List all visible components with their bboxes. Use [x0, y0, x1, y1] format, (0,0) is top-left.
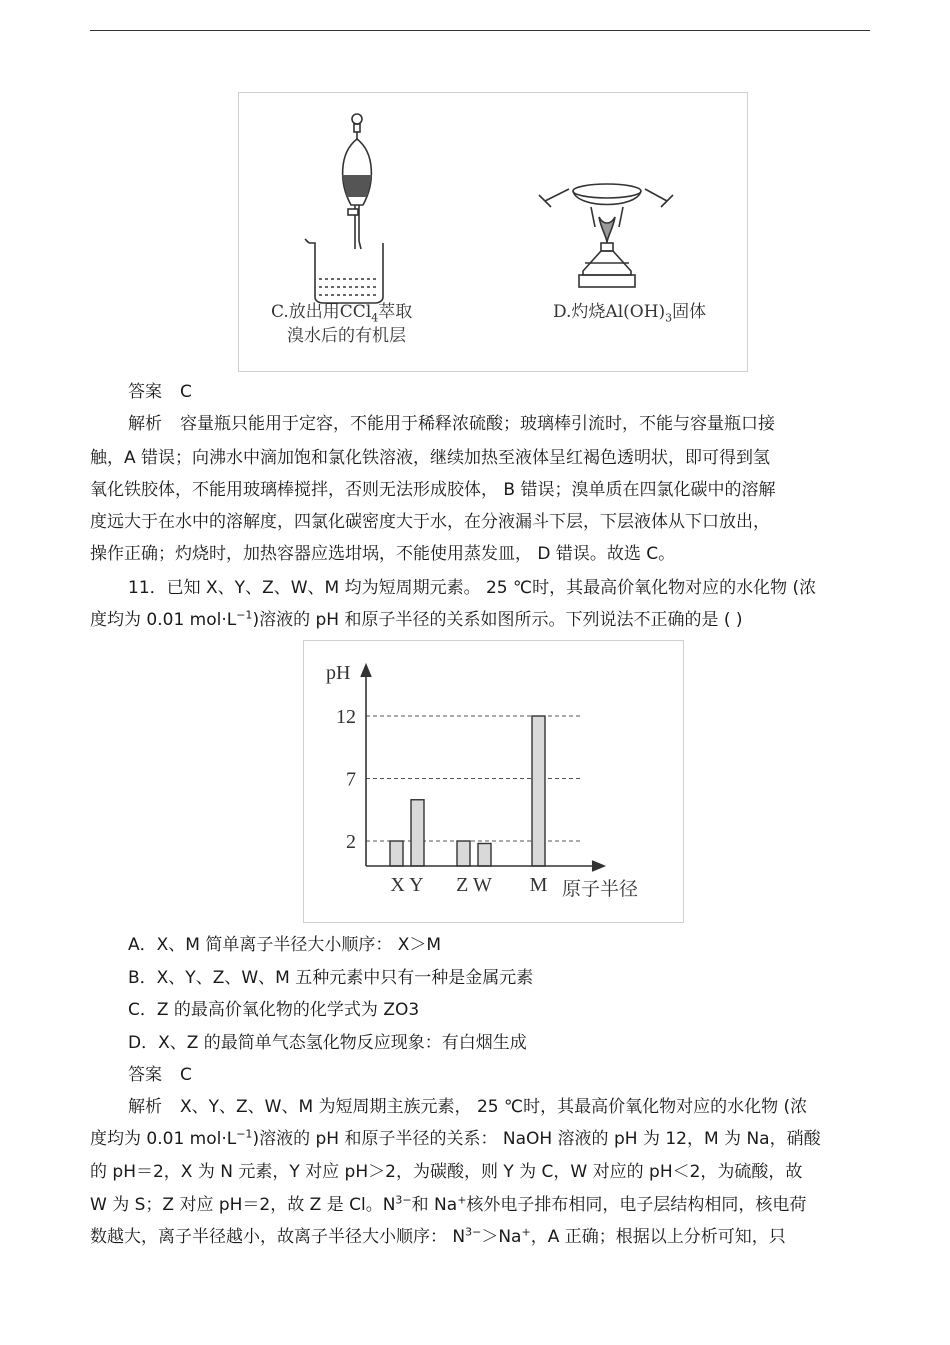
y-tick-label: 12	[336, 706, 356, 728]
question-11-line-1: 11．已知 X、Y、Z、W、M 均为短周期元素。 25 ℃时，其最高价氧化物对应的水化物 (浓	[128, 578, 817, 598]
analysis-1-line-4: 度远大于在水中的溶解度，四氯化碳密度大于水，在分液漏斗下层，下层液体从下口放出，	[90, 512, 770, 532]
option-b: B．X、Y、Z、W、M 五种元素中只有一种是金属元素	[128, 968, 534, 988]
apparatus-figure	[238, 92, 748, 372]
option-a: A．X、M 简单离子半径大小顺序： X＞M	[128, 935, 442, 955]
analysis-2-line-3: 的 pH＝2，X 为 N 元素，Y 对应 pH＞2，为碳酸，则 Y 为 C，W 对应的 pH＜2，为硫酸，故	[90, 1162, 803, 1182]
answer-1: 答案 C	[128, 382, 192, 402]
separatory-funnel-icon	[305, 114, 383, 303]
bar-W	[478, 844, 491, 867]
analysis-1-line-1: 解析 容量瓶只能用于定容，不能用于稀释浓硫酸；玻璃棒引流时，不能与容量瓶口接	[128, 414, 775, 434]
chart-svg	[304, 641, 685, 924]
caption-d: D.灼烧$Al(OH)_3$固体	[553, 302, 707, 325]
caption-c: C.放出用CCl$_4$萃取	[271, 302, 413, 325]
analysis-2-line-1: 解析 X、Y、Z、W、M 为短周期主族元素， 25 ℃时，其最高价氧化物对应的水化物 (浓	[128, 1097, 808, 1117]
bar-Y	[411, 800, 424, 866]
evaporating-dish-burner-icon	[539, 184, 673, 287]
analysis-1-line-5: 操作正确；灼烧时，加热容器应选坩埚，不能使用蒸发皿， D 错误。故选 C。	[90, 544, 676, 564]
option-c: C．Z 的最高价氧化物的化学式为 ZO3	[128, 1000, 420, 1020]
group-label: M	[529, 874, 548, 896]
group-label: X Y	[390, 874, 424, 896]
header-rule	[90, 30, 870, 31]
analysis-2-line-5: 数越大，离子半径越小，故离子半径大小顺序： $N^{3-}>Na^+$，A 正确；根据以上分析可知，只	[90, 1225, 786, 1247]
bar-M	[532, 716, 545, 866]
y-axis-label: pH	[326, 662, 351, 684]
y-tick-label: 2	[346, 831, 356, 853]
analysis-2-line-2: 度均为 0.01 $mol\cdot L^{-1}$)溶液的 pH 和原子半径的关系： NaOH 溶液的 pH 为 12，M 为 Na，硝酸	[90, 1127, 821, 1149]
analysis-1-line-3: 氧化铁胶体，不能用玻璃棒搅拌，否则无法形成胶体， B 错误；溴单质在四氯化碳中的溶解	[90, 480, 776, 500]
analysis-1-line-2: 触，A 错误；向沸水中滴加饱和氯化铁溶液，继续加热至液体呈红褐色透明状，即可得到氢	[90, 448, 771, 468]
analysis-2-line-4: W 为 S；Z 对应 pH＝2，故 Z 是 Cl。$N^{3-}$和 Na+核外电子排布相同，电子层结构相同，核电荷	[90, 1193, 807, 1215]
x-axis-arrow	[592, 861, 604, 871]
option-d: D．X、Z 的最简单气态氢化物反应现象：有白烟生成	[128, 1033, 527, 1053]
bar-X	[390, 841, 403, 866]
caption-c-line2: 溴水后的有机层	[287, 326, 406, 346]
x-axis-label: 原子半径	[562, 878, 639, 900]
bar-Z	[457, 841, 470, 866]
y-tick-label: 7	[346, 768, 356, 791]
y-axis-arrow	[361, 665, 371, 677]
group-label: Z W	[456, 874, 492, 896]
question-11-line-2: 度均为 0.01 $mol\cdot L^{-1}$)溶液的 pH 和原子半径的关系如图所示。下列说法不正确的是 ( )	[90, 608, 743, 630]
ph-radius-chart	[303, 640, 684, 923]
answer-2: 答案 C	[128, 1065, 192, 1085]
